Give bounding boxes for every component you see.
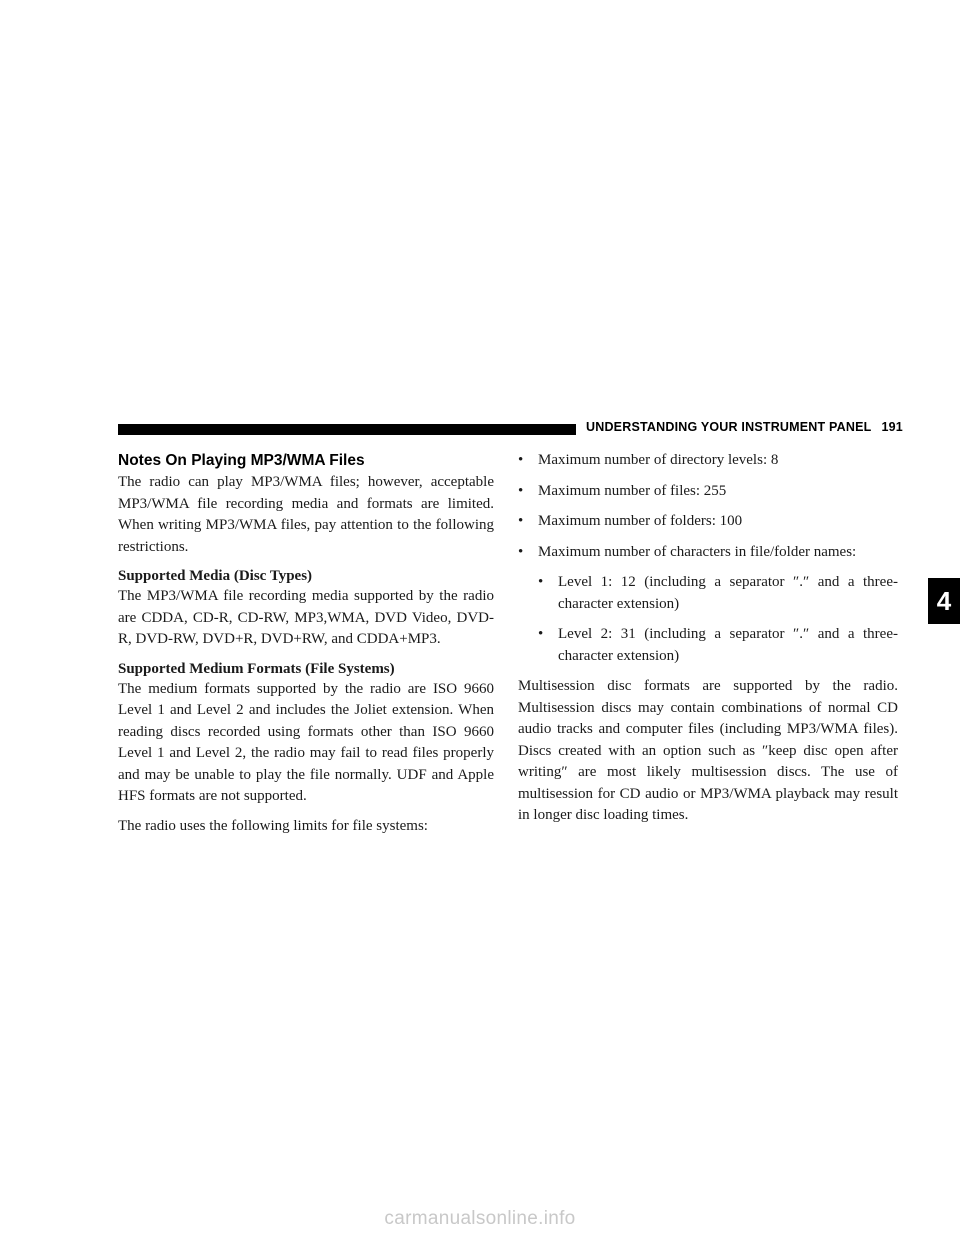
formats-paragraph: The medium formats supported by the radio are ISO 9660 Level 1 and Level 2 and includes the Joliet extension. When reading discs recorded using formats other than ISO 9660 Level 1 and Level 2, the radio may fail to read files properly and may be unable to play the file normally. UDF and Apple HFS formats are not supported. <box>118 680 494 804</box>
right-column <box>518 450 898 827</box>
section-title: Notes On Playing MP3/WMA Files <box>118 452 365 469</box>
bullet-icon: • <box>518 543 524 560</box>
list-item: • Maximum number of directory levels: 8 <box>518 450 898 472</box>
list-item: • Maximum number of characters in file/folder names: • Level 1: 12 (including a separator ″.″ and a three-character extension) • Level 2: 31 (including a separator ″.″ and a three-character extension) <box>518 542 898 668</box>
intro-paragraph: The radio can play MP3/WMA files; however, acceptable MP3/WMA file recording media and formats are limited. When writing MP3/WMA files, pay attention to the following restrictions. <box>118 474 494 555</box>
page-number: 191 <box>881 420 903 434</box>
bullet-icon: • <box>518 452 524 468</box>
limits-intro-paragraph: The radio uses the following limits for file systems: <box>118 817 428 834</box>
list-item: • Maximum number of files: 255 <box>518 481 898 503</box>
multisession-paragraph: Multisession disc formats are supported by the radio. Multisession discs may contain combinations of normal CD audio tracks and computer files (including MP3/WMA files). Discs created with an option such as ″keep disc open after writing″ are most likely multisession discs. The use of multisession for CD audio or MP3/WMA playback may result in longer disc loading times. <box>518 678 898 823</box>
header-title: UNDERSTANDING YOUR INSTRUMENT PANEL <box>586 420 872 434</box>
bullet-icon: • <box>518 513 524 529</box>
left-column <box>118 450 494 837</box>
bullet-icon: • <box>518 482 524 499</box>
list-item: • Maximum number of folders: 100 <box>518 511 898 533</box>
media-paragraph: The MP3/WMA file recording media supported by the radio are CDDA, CD-R, CD-RW, MP3,WMA, DVD Video, DVD-R, DVD-RW, DVD+R, DVD+RW, and CDDA+MP3. <box>118 588 494 647</box>
media-heading: Supported Media (Disc Types) <box>118 568 313 584</box>
bullet-icon: • <box>538 574 544 590</box>
list-item: • Level 1: 12 (including a separator ″.″ and a three-character extension) <box>538 574 898 612</box>
running-header <box>586 420 903 434</box>
limits-list <box>518 450 898 667</box>
formats-heading: Supported Medium Formats (File Systems) <box>118 660 395 677</box>
bullet-icon: • <box>538 626 544 642</box>
header-rule <box>118 424 576 435</box>
list-item: • Level 2: 31 (including a separator ″.″ and a three-character extension) <box>538 626 898 664</box>
chapter-tab: 4 <box>928 578 960 624</box>
name-length-sublist <box>538 572 898 667</box>
watermark: carmanualsonline.info <box>384 1208 576 1229</box>
